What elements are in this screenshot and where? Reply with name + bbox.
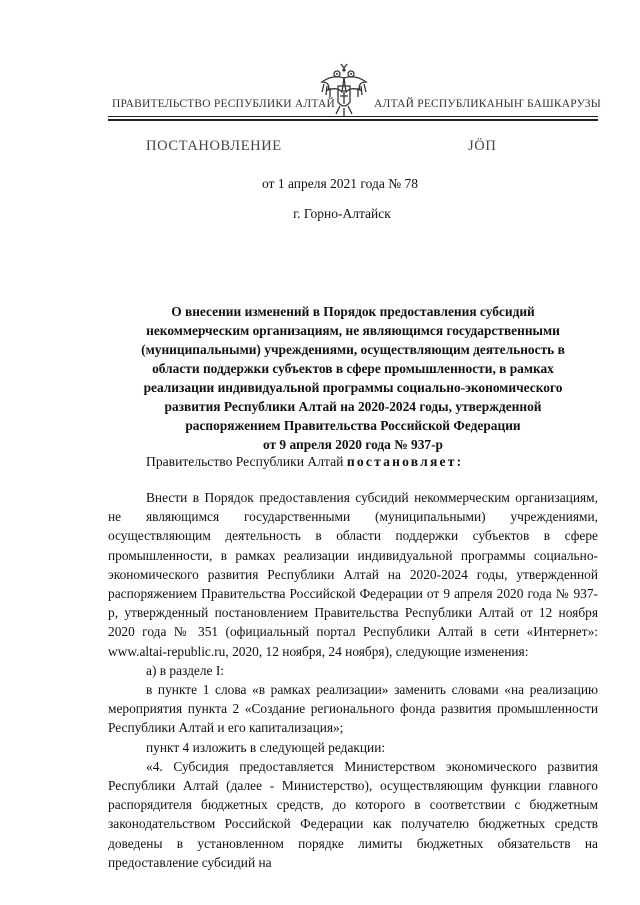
title-line: О внесении изменений в Порядок предоставления субсидий: [171, 304, 535, 319]
header-rule-thin: [108, 116, 598, 117]
resolving-clause-prefix: Правительство Республики Алтай: [146, 454, 344, 469]
resolving-clause-verb: постановляет:: [346, 454, 464, 469]
title-line: развития Республики Алтай на 2020-2024 годы, утвержденной: [164, 399, 542, 414]
header-rule-thick: [108, 119, 598, 121]
title-line: реализации индивидуальной программы социально-экономического: [143, 380, 563, 395]
title-line: от 9 апреля 2020 года № 937-р: [262, 437, 443, 452]
title-line: области поддержки субъектов в сфере промышленности, в рамках: [152, 361, 554, 376]
government-title-ru: ПРАВИТЕЛЬСТВО РЕСПУБЛИКИ АЛТАЙ: [112, 98, 336, 110]
title-line: некоммерческим организациям, не являющимся государственными: [146, 323, 560, 338]
doc-type-alt: JÖП: [468, 138, 497, 154]
resolving-clause: [146, 454, 463, 470]
body-paragraph: Внести в Порядок предоставления субсидий некоммерческим организациям, не являющимся государственными (муниципальными) учреждениями, осуществляющим деятельность в области поддержки субъектов в сфере промышленности, в рамках реализации индивидуальной программы социально-экономического развития Республики Алтай на 2020-2024 годы, утвержденной распоряжением Правительства Российской Федерации от 9 апреля 2020 года № 937-р, утвержденный постановлением Правительства Республики Алтай от 12 ноября 2020 года № 351 (официальный портал Республики Алтай в сети «Интернет»: www.altai-republic.ru, 2020, 12 ноября, 24 ноября), следующие изменения:: [108, 490, 598, 659]
document-title: [108, 302, 598, 454]
body-paragraph: а) в разделе I:: [146, 662, 225, 678]
title-line: распоряжением Правительства Российской Федерации: [185, 418, 521, 433]
document-date-number: от 1 апреля 2021 года № 78: [261, 176, 418, 191]
document-city: г. Горно-Алтайск: [293, 206, 391, 221]
government-title-alt: АЛТАЙ РЕСПУБЛИКАНЫҤ БАШКАРУЗЫ: [374, 98, 601, 110]
doc-type-ru: ПОСТАНОВЛЕНИЕ: [146, 138, 282, 154]
body-paragraph: пункт 4 изложить в следующей редакции:: [146, 739, 386, 755]
body-paragraph: «4. Субсидия предоставляется Министерством экономического развития Республики Алтай (далее - Министерство), осуществляющим функции главного распорядителя бюджетных средств, до которого в соответствии с бюджетным законодательством Российской Федерации как получателю бюджетных средств доведены в установленном порядке лимиты бюджетных обязательств на предоставление субсидий на: [108, 758, 598, 870]
title-line: (муниципальными) учреждениями, осуществляющим деятельность в: [141, 342, 565, 357]
body-paragraph: в пункте 1 слова «в рамках реализации» заменить словами «на реализацию мероприятия пункта 2 «Создание регионального фонда развития промышленности Республики Алтай и его капитализация»;: [108, 682, 598, 736]
document-body: [108, 488, 598, 872]
